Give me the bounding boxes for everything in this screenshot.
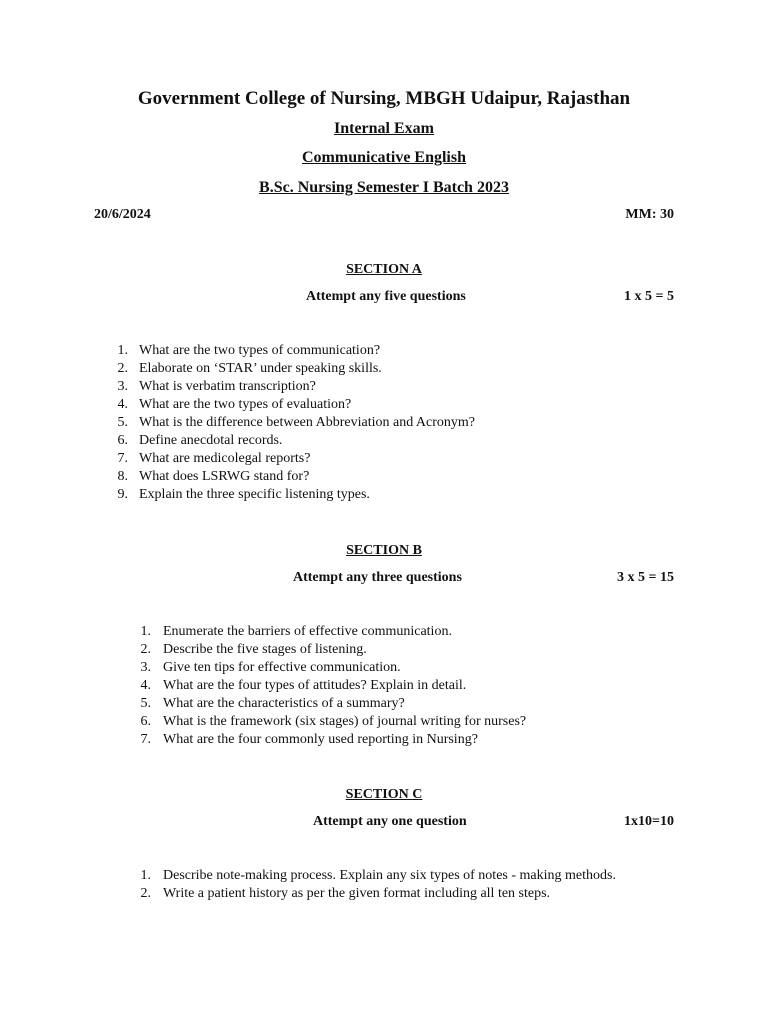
question-number: 4.: [140, 678, 151, 693]
question-text: Write a patient history as per the given format including all ten steps.: [163, 886, 551, 901]
question-text: What are medicolegal reports?: [139, 451, 311, 466]
question-number: 1.: [140, 868, 151, 883]
question-number: 5.: [117, 415, 128, 430]
question-number: 6.: [140, 714, 151, 729]
question-item: [0, 468, 768, 486]
question-number: 9.: [117, 487, 128, 502]
section-a-marks: 1 x 5 = 5: [624, 289, 674, 304]
institution-title: Government College of Nursing, MBGH Udaipur, Rajasthan: [137, 88, 631, 109]
question-number: 3.: [140, 660, 151, 675]
question-text: What is verbatim transcription?: [139, 379, 316, 394]
exam-date: 20/6/2024: [94, 207, 151, 222]
question-number: 2.: [140, 642, 151, 657]
question-item: [0, 450, 768, 468]
course-title: B.Sc. Nursing Semester I Batch 2023: [259, 179, 509, 196]
question-text: What are the two types of communication?: [139, 343, 381, 358]
section-b-heading: SECTION B: [346, 543, 422, 558]
question-text: Describe note-making process. Explain any six types of notes - making methods.: [163, 868, 616, 883]
question-item: [0, 360, 768, 378]
section-b-question-list: [0, 623, 768, 749]
question-text: What are the characteristics of a summary?: [163, 696, 405, 711]
question-text: Elaborate on ‘STAR’ under speaking skills.: [139, 361, 382, 376]
subject-title: Communicative English: [301, 149, 466, 166]
question-text: What is the difference between Abbreviation and Acronym?: [139, 415, 476, 430]
question-text: What are the four types of attitudes? Explain in detail.: [163, 678, 467, 693]
question-item: [0, 396, 768, 414]
question-item: [0, 641, 768, 659]
section-a-heading: SECTION A: [346, 262, 422, 277]
section-a-instruction: Attempt any five questions: [306, 289, 466, 304]
question-number: 7.: [140, 732, 151, 747]
question-item: [0, 695, 768, 713]
question-text: Describe the five stages of listening.: [163, 642, 367, 657]
question-number: 2.: [117, 361, 128, 376]
question-item: [0, 885, 768, 903]
question-number: 1.: [117, 343, 128, 358]
question-item: [0, 414, 768, 432]
question-item: [0, 713, 768, 731]
question-number: 2.: [140, 886, 151, 901]
section-c-question-list: [0, 867, 768, 903]
question-item: [0, 731, 768, 749]
question-text: Enumerate the barriers of effective communication.: [163, 624, 452, 639]
section-b-instruction: Attempt any three questions: [293, 570, 462, 585]
question-number: 7.: [117, 451, 128, 466]
question-item: [0, 677, 768, 695]
question-item: [0, 432, 768, 450]
question-text: Define anecdotal records.: [139, 433, 283, 448]
question-text: What does LSRWG stand for?: [139, 469, 310, 484]
question-text: What are the four commonly used reporting in Nursing?: [163, 732, 478, 747]
section-c-marks: 1x10=10: [624, 814, 674, 829]
question-number: 4.: [117, 397, 128, 412]
question-text: What is the framework (six stages) of journal writing for nurses?: [163, 714, 527, 729]
question-item: [0, 623, 768, 641]
max-marks: MM: 30: [625, 207, 674, 222]
question-number: 6.: [117, 433, 128, 448]
question-text: Explain the three specific listening types.: [139, 487, 370, 502]
question-number: 1.: [140, 624, 151, 639]
question-number: 5.: [140, 696, 151, 711]
question-item: [0, 378, 768, 396]
exam-type: Internal Exam: [334, 120, 434, 137]
question-text: Give ten tips for effective communication.: [163, 660, 401, 675]
section-c-heading: SECTION C: [345, 787, 423, 802]
section-a-question-list: [0, 342, 768, 504]
question-text: What are the two types of evaluation?: [139, 397, 352, 412]
question-item: [0, 867, 768, 885]
question-item: [0, 342, 768, 360]
question-item: [0, 659, 768, 677]
question-number: 8.: [117, 469, 128, 484]
question-item: [0, 486, 768, 504]
question-number: 3.: [117, 379, 128, 394]
section-b-marks: 3 x 5 = 15: [617, 570, 674, 585]
section-c-instruction: Attempt any one question: [313, 814, 467, 829]
